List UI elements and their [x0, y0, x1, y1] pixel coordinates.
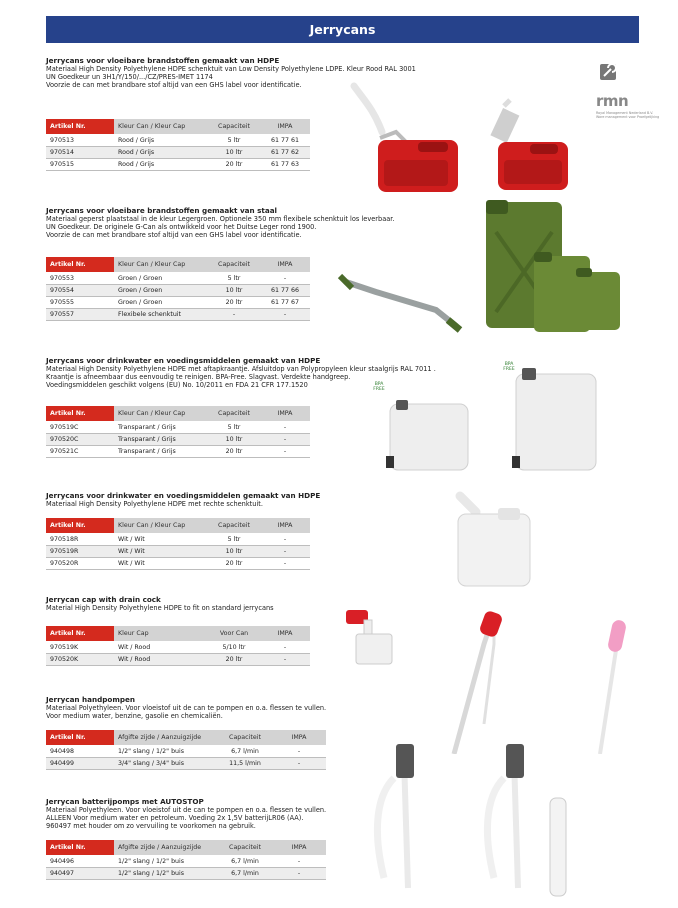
table-row [46, 534, 310, 546]
table-header [46, 257, 310, 273]
table-row [46, 558, 310, 570]
cell: 10 ltr [208, 434, 260, 446]
col-header: Capaciteit [208, 406, 260, 422]
spec-table [46, 518, 310, 570]
cell: 61 77 61 [260, 135, 310, 147]
section-title: Jerrycan batterijpomps met AUTOSTOP [46, 797, 204, 806]
section-desc-line: Kraantje is afneembaar dus eenvoudig te reinigen. BPA-Free. Slagvast. Verdekte handgreep. [46, 373, 351, 382]
transparent-jerrycan-image-icon [384, 364, 614, 476]
table-row [46, 159, 310, 171]
cell: 970519C [46, 422, 114, 434]
cell: 61 77 67 [260, 297, 310, 309]
cell: 10 ltr [208, 147, 260, 159]
section-battery-pumps [46, 797, 376, 831]
table-header [46, 840, 326, 856]
col-header: Afgifte zijde / Aanzuigzijde [114, 840, 218, 856]
cell: 20 ltr [208, 446, 260, 458]
col-header: IMPA [260, 626, 310, 642]
battery-pump-image-icon [364, 738, 584, 898]
green-jerrycan-image-icon [336, 192, 636, 340]
table-row [46, 868, 326, 880]
cell: 11,5 l/min [218, 758, 272, 770]
cell: Rood / Grijs [114, 159, 208, 171]
col-header: IMPA [272, 840, 326, 856]
cell: Groen / Groen [114, 297, 208, 309]
col-header: Kleur Can / Kleur Cap [114, 257, 208, 273]
cell: 6,7 l/min [218, 746, 272, 758]
cell: - [208, 309, 260, 321]
section-title: Jerrycans voor drinkwater en voedingsmiddelen gemaakt van HDPE [46, 491, 321, 500]
table-row [46, 273, 310, 285]
cap-and-pump-image-icon [344, 604, 634, 754]
cell: 61 77 62 [260, 147, 310, 159]
table-row [46, 654, 310, 666]
col-header: Artikel Nr. [46, 730, 114, 746]
section-desc-line: Material High Density Polyethylene HDPE to fit on standard jerrycans [46, 604, 274, 612]
section-desc-line: Materiaal Polyethyleen. Voor vloeistof uit de can te pompen en o.a. flessen te vullen. [46, 806, 327, 814]
col-header: IMPA [272, 730, 326, 746]
table-row [46, 309, 310, 321]
cell: 1/2" slang / 1/2" buis [114, 746, 218, 758]
cell: Flexibele schenktuit [114, 309, 208, 321]
table-header [46, 406, 310, 422]
col-header: Artikel Nr. [46, 257, 114, 273]
cell: 970519K [46, 642, 114, 654]
cell: Rood / Grijs [114, 147, 208, 159]
cell: 1/2" slang / 1/2" buis [114, 856, 218, 868]
col-header: Artikel Nr. [46, 518, 114, 534]
table-header [46, 119, 310, 135]
table-row [46, 147, 310, 159]
cell: Transparant / Grijs [114, 422, 208, 434]
bpa-free-badge: BPA FREE [503, 362, 515, 372]
col-header: Kleur Can / Kleur Cap [114, 406, 208, 422]
cell: 970553 [46, 273, 114, 285]
table-row [46, 642, 310, 654]
cell: Rood / Grijs [114, 135, 208, 147]
cell: 970513 [46, 135, 114, 147]
cell: 970520K [46, 654, 114, 666]
section-cap-drain [46, 595, 376, 612]
section-desc-line: Voorzie de can met brandbare stof altijd van een GHS label voor identificatie. [46, 81, 302, 90]
spec-table [46, 257, 310, 321]
cell: 5 ltr [208, 135, 260, 147]
logo-subtext: Royal Management Nederland B.V. Ware management voor Proefgelijking [596, 111, 660, 119]
section-desc-line: UN Goedkeur. De originele G-Can als ontwikkeld voor het Duitse Leger rond 1900. [46, 223, 317, 232]
cell: 970557 [46, 309, 114, 321]
table-row [46, 285, 310, 297]
cell: 940498 [46, 746, 114, 758]
table-row [46, 422, 310, 434]
cell: - [272, 856, 326, 868]
table-header [46, 730, 326, 746]
section-desc-line: UN Goedkeur un 3H1/Y/150/.../CZ/PRES-IMET 1174 [46, 73, 213, 82]
section-title: Jerrycan cap with drain cock [46, 595, 161, 604]
cell: Transparant / Grijs [114, 446, 208, 458]
col-header: Artikel Nr. [46, 406, 114, 422]
table-row [46, 297, 310, 309]
cell: Wit / Wit [114, 534, 208, 546]
spec-table [46, 406, 310, 458]
cell: - [260, 534, 310, 546]
cell: 940499 [46, 758, 114, 770]
cell: Wit / Wit [114, 558, 208, 570]
col-header: Artikel Nr. [46, 840, 114, 856]
cell: - [260, 434, 310, 446]
section-title: Jerrycans voor drinkwater en voedingsmiddelen gemaakt van HDPE [46, 356, 321, 365]
cell: Wit / Wit [114, 546, 208, 558]
spec-table [46, 119, 310, 171]
red-jerrycan-image-icon [344, 80, 592, 196]
section-desc-line: Materiaal High Density Polyethylene HDPE met aftapkraantje. Afsluitdop van Polypropyleen kleur staalgrijs RAL 7011 . [46, 365, 436, 373]
spec-table [46, 840, 326, 880]
col-header: Kleur Can / Kleur Cap [114, 119, 208, 135]
cell: 20 ltr [208, 297, 260, 309]
section-title: Jerrycan handpompen [46, 695, 135, 704]
section-desc-line: Voor medium water, benzine, gasolie en chemicaliën. [46, 712, 223, 721]
cell: 10 ltr [208, 546, 260, 558]
cell: 940497 [46, 868, 114, 880]
cell: - [260, 309, 310, 321]
cell: Transparant / Grijs [114, 434, 208, 446]
col-header: IMPA [260, 406, 310, 422]
table-row [46, 746, 326, 758]
cell: Wit / Rood [114, 654, 208, 666]
table-row [46, 758, 326, 770]
section-desc-line: ALLEEN Voor medium water en petroleum. Voeding 2x 1,5V batterijLR06 (AA). [46, 814, 304, 823]
cell: 3/4" slang / 3/4" buis [114, 758, 218, 770]
table-row [46, 546, 310, 558]
cell: 970515 [46, 159, 114, 171]
cell: 5 ltr [208, 534, 260, 546]
col-header: IMPA [260, 518, 310, 534]
section-title: Jerrycans voor vloeibare brandstoffen gemaakt van HDPE [46, 56, 280, 65]
cell: 970519R [46, 546, 114, 558]
cell: 5 ltr [208, 422, 260, 434]
table-header [46, 626, 310, 642]
col-header: Capaciteit [218, 730, 272, 746]
cell: - [260, 422, 310, 434]
bpa-free-badge: BPA FREE [373, 382, 385, 392]
section-drinkwater-tap [46, 356, 436, 390]
cell: - [260, 654, 310, 666]
cell: 20 ltr [208, 558, 260, 570]
col-header: Kleur Cap [114, 626, 208, 642]
section-title: Jerrycans voor vloeibare brandstoffen gemaakt van staal [46, 206, 278, 215]
cell: 5/10 ltr [208, 642, 260, 654]
col-header: Capaciteit [218, 840, 272, 856]
cell: 5 ltr [208, 273, 260, 285]
section-desc-line: Voedingsmiddelen geschikt volgens (EU) No. 10/2011 en FDA 21 CFR 177.1520 [46, 381, 308, 390]
cell: 970555 [46, 297, 114, 309]
section-steel-fuel [46, 206, 395, 240]
cell: 20 ltr [208, 159, 260, 171]
cell: 6,7 l/min [218, 868, 272, 880]
cell: 940496 [46, 856, 114, 868]
cell: 6,7 l/min [218, 856, 272, 868]
spec-table [46, 730, 326, 770]
cell: 970514 [46, 147, 114, 159]
cell: - [260, 446, 310, 458]
col-header: Artikel Nr. [46, 119, 114, 135]
table-header [46, 518, 310, 534]
cell: - [272, 758, 326, 770]
white-jerrycan-image-icon [446, 490, 536, 590]
spec-table [46, 626, 310, 666]
cell: 970520C [46, 434, 114, 446]
section-desc-line: Voorzie de can met brandbare stof altijd van een GHS label voor identificatie. [46, 231, 302, 240]
cell: - [272, 868, 326, 880]
section-desc-line: Materiaal Polyethyleen. Voor vloeistof uit de can te pompen en o.a. flessen te vullen. [46, 704, 327, 712]
table-row [46, 135, 310, 147]
col-header: Capaciteit [208, 518, 260, 534]
section-desc-line: Materiaal High Density Polyethylene HDPE schenktuit van Low Density Polyethylene LDPE. Kleur Rood RAL 3001 [46, 65, 416, 73]
logo-text: rmn [596, 92, 629, 110]
cell: 61 77 66 [260, 285, 310, 297]
section-hdpe-fuel [46, 56, 416, 90]
cell: 970518R [46, 534, 114, 546]
section-desc-line: 960497 met houder om zo vervuiling te voorkomen na gebruik. [46, 822, 256, 831]
section-desc-line: Materiaal High Density Polyethylene HDPE met rechte schenktuit. [46, 500, 263, 508]
col-header: Kleur Can / Kleur Cap [114, 518, 208, 534]
col-header: Afgifte zijde / Aanzuigzijde [114, 730, 218, 746]
cell: 970520R [46, 558, 114, 570]
table-row [46, 446, 310, 458]
section-drinkwater-spout [46, 491, 376, 508]
page-banner [46, 16, 639, 43]
section-desc-line: Materiaal geperst plaatstaal in de kleur Legergroen. Optionele 350 mm flexibele schenktuit los leverbaar. [46, 215, 395, 223]
col-header: Capaciteit [208, 257, 260, 273]
cell: 970554 [46, 285, 114, 297]
cell: - [260, 546, 310, 558]
section-handpumps [46, 695, 376, 720]
table-row [46, 434, 310, 446]
col-header: IMPA [260, 257, 310, 273]
col-header: Capaciteit [208, 119, 260, 135]
cell: - [260, 273, 310, 285]
cell: - [260, 642, 310, 654]
col-header: Artikel Nr. [46, 626, 114, 642]
cell: - [260, 558, 310, 570]
cell: Groen / Groen [114, 285, 208, 297]
cell: Wit / Rood [114, 642, 208, 654]
table-row [46, 856, 326, 868]
cell: 10 ltr [208, 285, 260, 297]
cell: 1/2" slang / 1/2" buis [114, 868, 218, 880]
cell: Groen / Groen [114, 273, 208, 285]
cell: 61 77 63 [260, 159, 310, 171]
cell: - [272, 746, 326, 758]
col-header: Voor Can [208, 626, 260, 642]
cell: 20 ltr [208, 654, 260, 666]
page-title: Jerrycans [309, 22, 376, 37]
cell: 970521C [46, 446, 114, 458]
col-header: IMPA [260, 119, 310, 135]
